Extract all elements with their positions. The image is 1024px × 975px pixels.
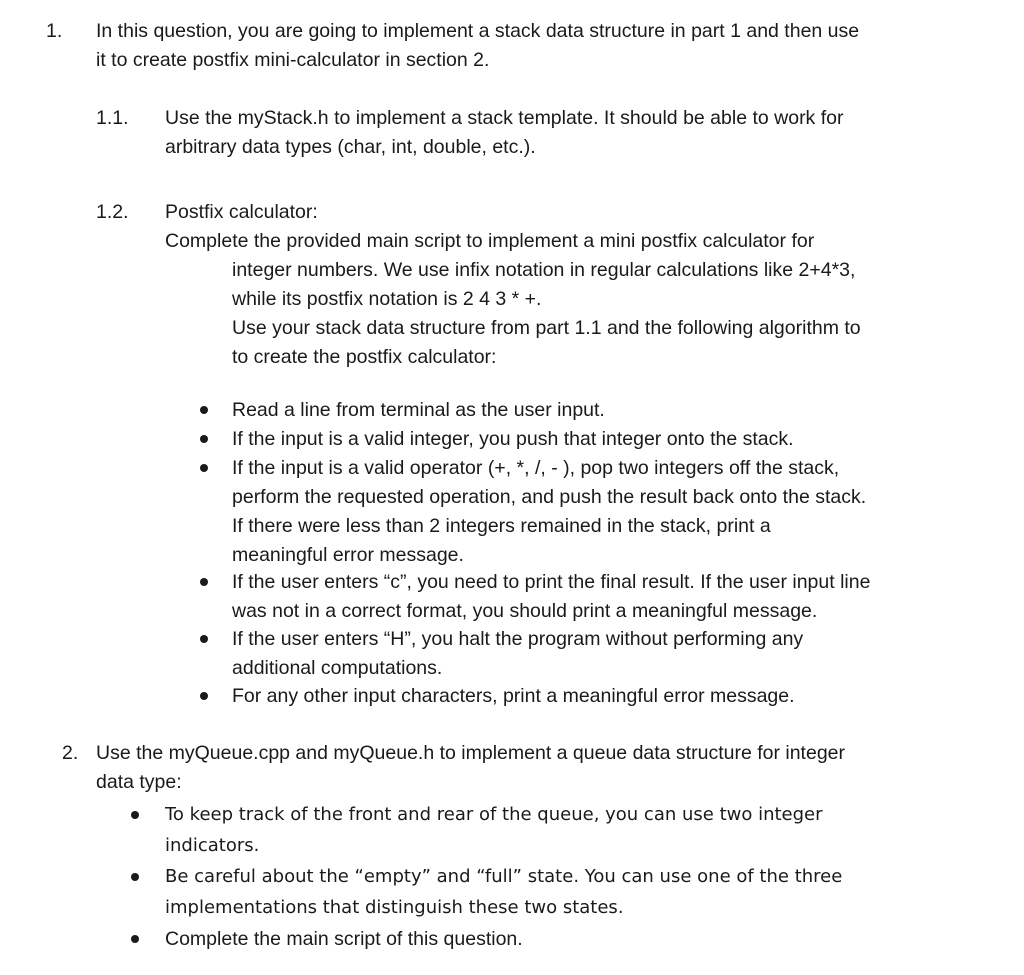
algorithm-step bbox=[232, 568, 870, 626]
subquestion-1-2-number: 1.2. bbox=[96, 201, 129, 223]
algorithm-step-line: If the user enters “H”, you halt the program without performing any bbox=[232, 628, 804, 650]
algorithm-step-line: For any other input characters, print a meaningful error message. bbox=[232, 685, 795, 707]
subquestion-1-1-line: arbitrary data types (char, int, double, etc.). bbox=[165, 136, 536, 158]
subquestion-1-2-intro bbox=[232, 256, 861, 372]
bullet-icon bbox=[200, 635, 208, 643]
question-2-text bbox=[96, 739, 845, 797]
queue-requirement-line: Be careful about the “empty” and “full” state. You can use one of the three bbox=[165, 866, 843, 887]
subquestion-1-2-intro-first: Complete the provided main script to implement a mini postfix calculator for bbox=[165, 230, 815, 252]
algorithm-step-line: If the input is a valid integer, you push that integer onto the stack. bbox=[232, 428, 794, 450]
queue-requirement bbox=[165, 861, 842, 923]
bullet-icon bbox=[131, 811, 139, 819]
algorithm-step-line: meaningful error message. bbox=[232, 544, 464, 566]
queue-requirement-line: implementations that distinguish these two states. bbox=[165, 897, 624, 918]
intro-line: Use your stack data structure from part 1.1 and the following algorithm to bbox=[232, 317, 861, 339]
algorithm-step-line: If the user enters “c”, you need to print the final result. If the user input line bbox=[232, 571, 871, 593]
algorithm-step-line: If there were less than 2 integers remained in the stack, print a bbox=[232, 515, 771, 537]
question-2-line: Use the myQueue.cpp and myQueue.h to implement a queue data structure for integer bbox=[96, 742, 846, 764]
algorithm-step bbox=[232, 396, 605, 425]
algorithm-step bbox=[232, 454, 866, 570]
algorithm-step-line: perform the requested operation, and push the result back onto the stack. bbox=[232, 486, 867, 508]
bullet-icon bbox=[200, 578, 208, 586]
bullet-icon bbox=[131, 935, 139, 943]
queue-requirement-line: To keep track of the front and rear of the queue, you can use two integer bbox=[165, 804, 823, 825]
queue-requirement-line: indicators. bbox=[165, 835, 260, 856]
algorithm-step-line: Read a line from terminal as the user input. bbox=[232, 399, 605, 421]
queue-requirement bbox=[165, 925, 523, 954]
algorithm-step bbox=[232, 682, 795, 711]
subquestion-1-1-number: 1.1. bbox=[96, 107, 129, 129]
intro-line: integer numbers. We use infix notation in regular calculations like 2+4*3, bbox=[232, 259, 856, 281]
bullet-icon bbox=[200, 692, 208, 700]
question-1-text bbox=[96, 17, 859, 75]
queue-requirement-line: Complete the main script of this question. bbox=[165, 928, 523, 950]
algorithm-step-line: If the input is a valid operator (+, *, /, - ), pop two integers off the stack, bbox=[232, 457, 840, 479]
algorithm-step bbox=[232, 425, 794, 454]
question-2-number: 2. bbox=[62, 742, 79, 764]
intro-line: to create the postfix calculator: bbox=[232, 346, 497, 368]
algorithm-step-line: additional computations. bbox=[232, 657, 443, 679]
bullet-icon bbox=[200, 464, 208, 472]
question-1-line: In this question, you are going to implement a stack data structure in part 1 and then use bbox=[96, 20, 860, 42]
algorithm-step bbox=[232, 625, 803, 683]
question-2-line: data type: bbox=[96, 771, 182, 793]
intro-line: while its postfix notation is 2 4 3 * +. bbox=[232, 288, 542, 310]
subquestion-1-2-title: Postfix calculator: bbox=[165, 201, 318, 223]
subquestion-1-1-text bbox=[165, 104, 843, 162]
algorithm-step-line: was not in a correct format, you should print a meaningful message. bbox=[232, 600, 818, 622]
question-1-number: 1. bbox=[46, 20, 63, 42]
queue-requirement bbox=[165, 799, 823, 861]
subquestion-1-1-line: Use the myStack.h to implement a stack template. It should be able to work for bbox=[165, 107, 844, 129]
bullet-icon bbox=[200, 435, 208, 443]
bullet-icon bbox=[200, 406, 208, 414]
bullet-icon bbox=[131, 873, 139, 881]
question-1-line: it to create postfix mini-calculator in section 2. bbox=[96, 49, 490, 71]
